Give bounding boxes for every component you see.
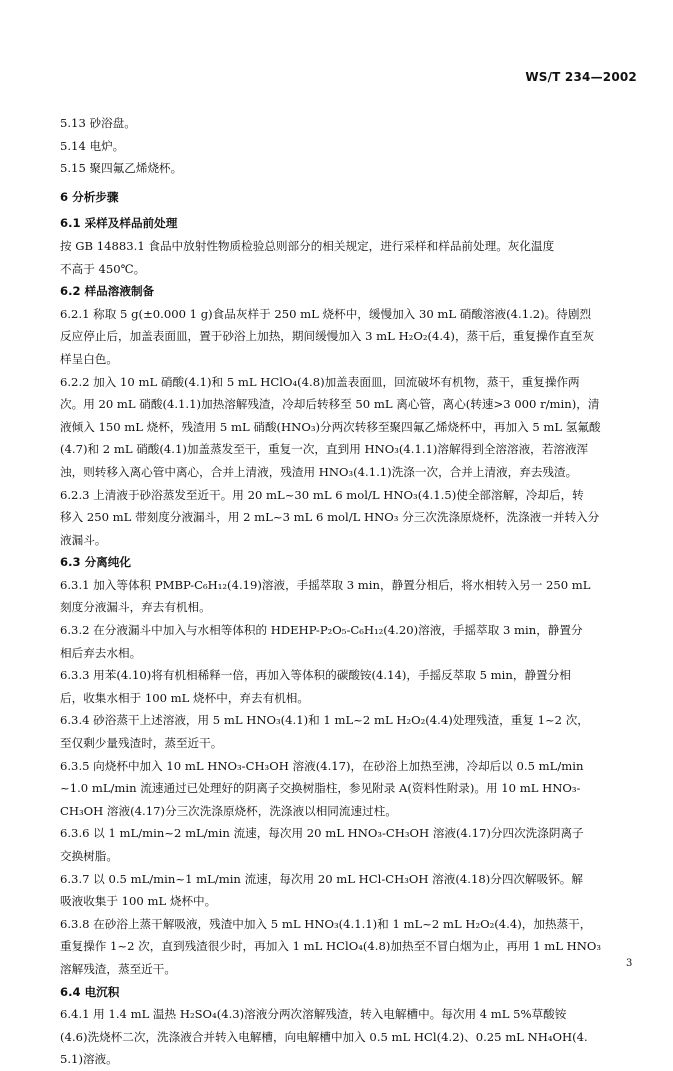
text-line: 次。用 20 mL 硝酸(4.1.1)加热溶解残渣，冷却后转移至 50 mL 离心管，离心(转速>3 000 r/min)，清	[60, 397, 600, 412]
text-line: 5.14 电炉。	[60, 138, 125, 153]
text-line: 6.3.6 以 1 mL/min~2 mL/min 流速，每次用 20 mL HNO₃-CH₃OH 溶液(4.17)分四次洗涤阴离子	[60, 826, 584, 841]
section-heading: 6.4 电沉积	[60, 984, 120, 999]
text-line: 刻度分液漏斗，弃去有机相。	[60, 600, 211, 615]
text-line: 6.4.1 用 1.4 mL 温热 H₂SO₄(4.3)溶液分两次溶解残渣，转入电解槽中。每次用 4 mL 5%草酸铵	[60, 1007, 567, 1022]
text-line: 相后弃去水相。	[60, 645, 142, 660]
text-line: 5.15 聚四氟乙烯烧杯。	[60, 161, 183, 176]
section-heading: 6.3 分离纯化	[60, 555, 131, 570]
text-line: 液漏斗。	[60, 532, 107, 547]
text-line: 6.2.1 称取 5 g(±0.000 1 g)食品灰样于 250 mL 烧杯中，缓慢加入 30 mL 硝酸溶液(4.1.2)。待剧烈	[60, 306, 592, 321]
text-line: 溶解残渣，蒸至近干。	[60, 961, 176, 976]
text-line: 6.2.2 加入 10 mL 硝酸(4.1)和 5 mL HClO₄(4.8)加盖表面皿，回流破坏有机物，蒸干，重复操作两	[60, 374, 580, 389]
text-line: 6.3.8 在砂浴上蒸干解吸液，残渣中加入 5 mL HNO₃(4.1.1)和 1 mL~2 mL H₂O₂(4.4)，加热蒸干，	[60, 916, 592, 931]
text-line: 6.2.3 上清液于砂浴蒸发至近干。用 20 mL~30 mL 6 mol/L HNO₃(4.1.5)使全部溶解，冷却后，转	[60, 487, 584, 502]
page-number: 3	[626, 958, 633, 969]
text-line: 6.3.7 以 0.5 mL/min~1 mL/min 流速，每次用 20 mL HCl-CH₃OH 溶液(4.18)分四次解吸钚。解	[60, 871, 583, 886]
text-line: 液倾入 150 mL 烧杯，残渣用 5 mL 硝酸(HNO₃)分两次转移至聚四氟乙烯烧杯中，再加入 5 mL 氢氟酸	[60, 419, 601, 434]
text-line: 6.3.4 砂浴蒸干上述溶液，用 5 mL HNO₃(4.1)和 1 mL~2 mL H₂O₂(4.4)处理残渣，重复 1~2 次，	[60, 713, 589, 728]
standard-code-header: WS/T 234—2002	[525, 70, 637, 84]
text-line: 吸液收集于 100 mL 烧杯中。	[60, 894, 217, 909]
text-line: CH₃OH 溶液(4.17)分三次洗涤原烧杯，洗涤液以相同流速过柱。	[60, 803, 397, 818]
document-body	[60, 112, 640, 1071]
text-line: 5.13 砂浴盘。	[60, 116, 136, 130]
text-line: 移入 250 mL 带刻度分液漏斗，用 2 mL~3 mL 6 mol/L HNO₃ 分三次洗涤原烧杯，洗涤液一并转入分	[60, 510, 600, 525]
text-line: 交换树脂。	[60, 849, 118, 863]
text-line: 重复操作 1~2 次，直到残渣很少时，再加入 1 mL HClO₄(4.8)加热至不冒白烟为止，再用 1 mL HNO₃	[60, 939, 602, 954]
text-line: 反应停止后，加盖表面皿，置于砂浴上加热，期间缓慢加入 3 mL H₂O₂(4.4)，蒸干后，重复操作直至灰	[60, 329, 595, 344]
text-line: 6.3.3 用苯(4.10)将有机相稀释一倍，再加入等体积的碳酸铵(4.14)，手摇反萃取 5 min，静置分相	[60, 668, 571, 683]
text-line: 6.3.5 向烧杯中加入 10 mL HNO₃-CH₃OH 溶液(4.17)，在砂浴上加热至沸，冷却后以 0.5 mL/min	[60, 758, 584, 773]
text-line: 后，收集水相于 100 mL 烧杯中，弃去有机相。	[60, 690, 309, 705]
text-line: 不高于 450℃。	[60, 261, 146, 276]
text-line: ~1.0 mL/min 流速通过已处理好的阴离子交换树脂柱，参见附录 A(资料性附录)。用 10 mL HNO₃-	[60, 781, 581, 796]
section-heading: 6 分析步骤	[60, 189, 119, 204]
section-heading: 6.1 采样及样品前处理	[60, 216, 178, 231]
text-line: (4.7)和 2 mL 硝酸(4.1)加盖蒸发至干，重复一次，直到用 HNO₃(4.1.1)溶解得到全溶溶液，若溶液浑	[60, 442, 589, 457]
text-line: 6.3.1 加入等体积 PMBP-C₆H₁₂(4.19)溶液，手摇萃取 3 min，静置分相后，将水相转入另一 250 mL	[60, 577, 591, 592]
text-line: (4.6)洗烧杯二次，洗涤液合并转入电解槽，向电解槽中加入 0.5 mL HCl(4.2)、0.25 mL NH₄OH(4.	[60, 1029, 588, 1044]
text-line: 浊，则转移入离心管中离心，合并上清液，残渣用 HNO₃(4.1.1)洗涤一次，合并上清液，弃去残渣。	[60, 464, 578, 479]
text-line: 样呈白色。	[60, 351, 118, 366]
text-line: 按 GB 14883.1 食品中放射性物质检验总则部分的相关规定，进行采样和样品前处理。灰化温度	[60, 238, 555, 253]
section-heading: 6.2 样品溶液制备	[60, 284, 155, 299]
text-line: 至仅剩少量残渣时，蒸至近干。	[60, 736, 223, 751]
text-line: 5.1)溶液。	[60, 1052, 118, 1067]
text-line: 6.3.2 在分液漏斗中加入与水相等体积的 HDEHP-P₂O₅-C₆H₁₂(4.20)溶液，手摇萃取 3 min，静置分	[60, 623, 583, 638]
